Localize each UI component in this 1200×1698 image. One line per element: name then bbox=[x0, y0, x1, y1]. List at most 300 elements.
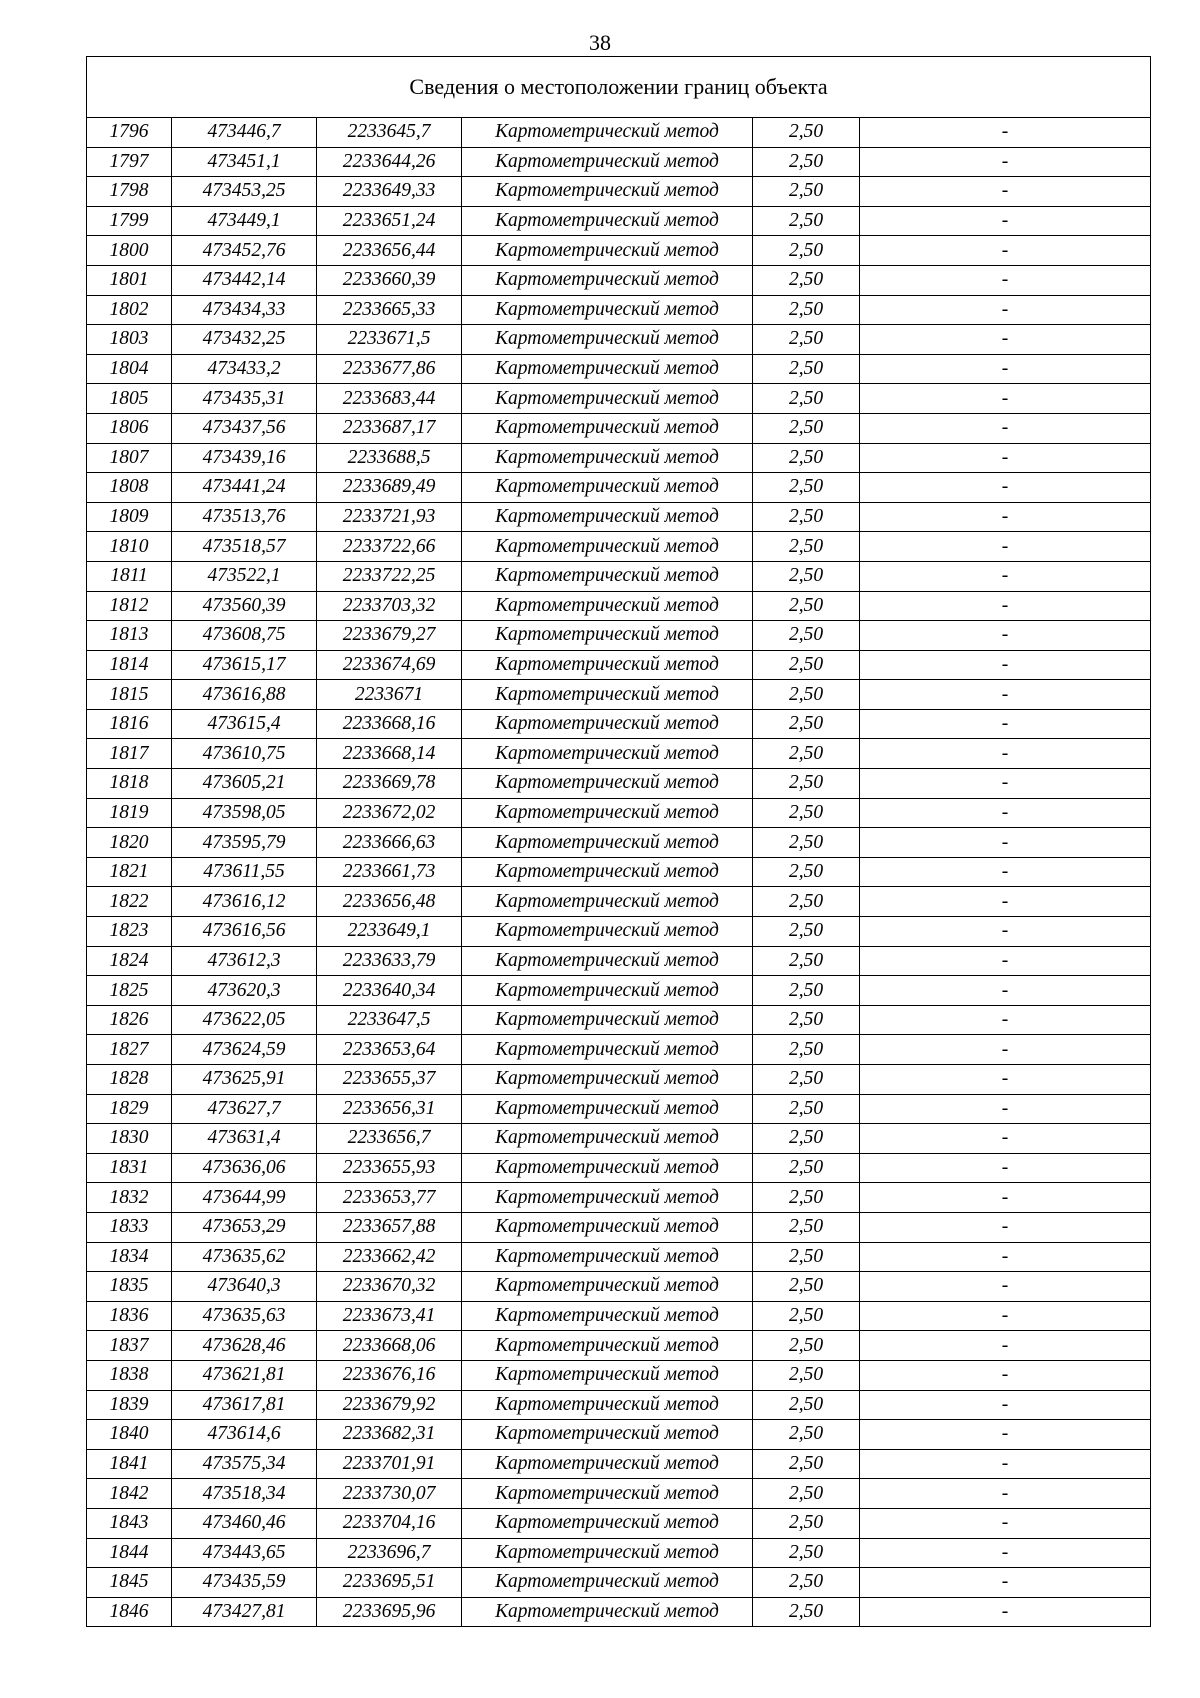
point-number-cell: 1812 bbox=[87, 591, 172, 621]
method-cell: Картометрический метод bbox=[462, 1390, 753, 1420]
x-coordinate-cell: 473518,34 bbox=[172, 1479, 317, 1509]
method-cell: Картометрический метод bbox=[462, 1035, 753, 1065]
point-number-cell: 1797 bbox=[87, 147, 172, 177]
y-coordinate-cell: 2233703,32 bbox=[317, 591, 462, 621]
method-cell: Картометрический метод bbox=[462, 1331, 753, 1361]
point-number-cell: 1815 bbox=[87, 680, 172, 710]
method-cell: Картометрический метод bbox=[462, 1183, 753, 1213]
y-coordinate-cell: 2233655,37 bbox=[317, 1065, 462, 1095]
y-coordinate-cell: 2233665,33 bbox=[317, 295, 462, 325]
point-number-cell: 1837 bbox=[87, 1331, 172, 1361]
point-number-cell: 1844 bbox=[87, 1538, 172, 1568]
description-cell: - bbox=[860, 739, 1151, 769]
table-row bbox=[87, 413, 1151, 443]
method-cell: Картометрический метод bbox=[462, 1301, 753, 1331]
accuracy-cell: 2,50 bbox=[753, 1538, 860, 1568]
table-row bbox=[87, 1420, 1151, 1450]
method-cell: Картометрический метод bbox=[462, 1360, 753, 1390]
x-coordinate-cell: 473608,75 bbox=[172, 621, 317, 651]
point-number-cell: 1822 bbox=[87, 887, 172, 917]
y-coordinate-cell: 2233677,86 bbox=[317, 354, 462, 384]
table-row bbox=[87, 354, 1151, 384]
y-coordinate-cell: 2233673,41 bbox=[317, 1301, 462, 1331]
description-cell: - bbox=[860, 147, 1151, 177]
point-number-cell: 1843 bbox=[87, 1508, 172, 1538]
x-coordinate-cell: 473435,31 bbox=[172, 384, 317, 414]
y-coordinate-cell: 2233657,88 bbox=[317, 1212, 462, 1242]
accuracy-cell: 2,50 bbox=[753, 1153, 860, 1183]
accuracy-cell: 2,50 bbox=[753, 887, 860, 917]
accuracy-cell: 2,50 bbox=[753, 532, 860, 562]
x-coordinate-cell: 473612,3 bbox=[172, 946, 317, 976]
table-row bbox=[87, 621, 1151, 651]
y-coordinate-cell: 2233687,17 bbox=[317, 413, 462, 443]
x-coordinate-cell: 473433,2 bbox=[172, 354, 317, 384]
accuracy-cell: 2,50 bbox=[753, 1331, 860, 1361]
accuracy-cell: 2,50 bbox=[753, 1183, 860, 1213]
method-cell: Картометрический метод bbox=[462, 976, 753, 1006]
y-coordinate-cell: 2233688,5 bbox=[317, 443, 462, 473]
point-number-cell: 1799 bbox=[87, 206, 172, 236]
y-coordinate-cell: 2233676,16 bbox=[317, 1360, 462, 1390]
description-cell: - bbox=[860, 354, 1151, 384]
x-coordinate-cell: 473621,81 bbox=[172, 1360, 317, 1390]
point-number-cell: 1796 bbox=[87, 118, 172, 148]
method-cell: Картометрический метод bbox=[462, 325, 753, 355]
y-coordinate-cell: 2233666,63 bbox=[317, 828, 462, 858]
description-cell: - bbox=[860, 1479, 1151, 1509]
method-cell: Картометрический метод bbox=[462, 1568, 753, 1598]
x-coordinate-cell: 473439,16 bbox=[172, 443, 317, 473]
x-coordinate-cell: 473442,14 bbox=[172, 265, 317, 295]
accuracy-cell: 2,50 bbox=[753, 1479, 860, 1509]
x-coordinate-cell: 473622,05 bbox=[172, 1005, 317, 1035]
table-row bbox=[87, 443, 1151, 473]
description-cell: - bbox=[860, 177, 1151, 207]
description-cell: - bbox=[860, 946, 1151, 976]
accuracy-cell: 2,50 bbox=[753, 118, 860, 148]
method-cell: Картометрический метод bbox=[462, 413, 753, 443]
y-coordinate-cell: 2233649,33 bbox=[317, 177, 462, 207]
x-coordinate-cell: 473631,4 bbox=[172, 1124, 317, 1154]
x-coordinate-cell: 473615,4 bbox=[172, 709, 317, 739]
table-row bbox=[87, 384, 1151, 414]
accuracy-cell: 2,50 bbox=[753, 1065, 860, 1095]
point-number-cell: 1821 bbox=[87, 857, 172, 887]
accuracy-cell: 2,50 bbox=[753, 946, 860, 976]
y-coordinate-cell: 2233672,02 bbox=[317, 798, 462, 828]
point-number-cell: 1826 bbox=[87, 1005, 172, 1035]
x-coordinate-cell: 473434,33 bbox=[172, 295, 317, 325]
x-coordinate-cell: 473513,76 bbox=[172, 502, 317, 532]
x-coordinate-cell: 473636,06 bbox=[172, 1153, 317, 1183]
method-cell: Картометрический метод bbox=[462, 295, 753, 325]
point-number-cell: 1842 bbox=[87, 1479, 172, 1509]
method-cell: Картометрический метод bbox=[462, 443, 753, 473]
method-cell: Картометрический метод bbox=[462, 1124, 753, 1154]
description-cell: - bbox=[860, 1065, 1151, 1095]
table-row bbox=[87, 857, 1151, 887]
point-number-cell: 1803 bbox=[87, 325, 172, 355]
y-coordinate-cell: 2233668,14 bbox=[317, 739, 462, 769]
accuracy-cell: 2,50 bbox=[753, 709, 860, 739]
method-cell: Картометрический метод bbox=[462, 177, 753, 207]
table-row bbox=[87, 1094, 1151, 1124]
description-cell: - bbox=[860, 976, 1151, 1006]
table-row bbox=[87, 1183, 1151, 1213]
x-coordinate-cell: 473616,12 bbox=[172, 887, 317, 917]
point-number-cell: 1810 bbox=[87, 532, 172, 562]
point-number-cell: 1833 bbox=[87, 1212, 172, 1242]
y-coordinate-cell: 2233722,66 bbox=[317, 532, 462, 562]
table-row bbox=[87, 1124, 1151, 1154]
method-cell: Картометрический метод bbox=[462, 857, 753, 887]
accuracy-cell: 2,50 bbox=[753, 413, 860, 443]
x-coordinate-cell: 473435,59 bbox=[172, 1568, 317, 1598]
x-coordinate-cell: 473522,1 bbox=[172, 561, 317, 591]
method-cell: Картометрический метод bbox=[462, 1420, 753, 1450]
table-row bbox=[87, 532, 1151, 562]
accuracy-cell: 2,50 bbox=[753, 473, 860, 503]
x-coordinate-cell: 473446,7 bbox=[172, 118, 317, 148]
description-cell: - bbox=[860, 1508, 1151, 1538]
boundary-table-container bbox=[86, 56, 1150, 1627]
table-row bbox=[87, 561, 1151, 591]
description-cell: - bbox=[860, 1449, 1151, 1479]
table-row bbox=[87, 1449, 1151, 1479]
x-coordinate-cell: 473615,17 bbox=[172, 650, 317, 680]
y-coordinate-cell: 2233696,7 bbox=[317, 1538, 462, 1568]
accuracy-cell: 2,50 bbox=[753, 917, 860, 947]
y-coordinate-cell: 2233633,79 bbox=[317, 946, 462, 976]
x-coordinate-cell: 473452,76 bbox=[172, 236, 317, 266]
table-row bbox=[87, 295, 1151, 325]
point-number-cell: 1819 bbox=[87, 798, 172, 828]
point-number-cell: 1808 bbox=[87, 473, 172, 503]
table-row bbox=[87, 1508, 1151, 1538]
description-cell: - bbox=[860, 1183, 1151, 1213]
x-coordinate-cell: 473575,34 bbox=[172, 1449, 317, 1479]
boundary-coordinates-table bbox=[86, 56, 1151, 1627]
accuracy-cell: 2,50 bbox=[753, 739, 860, 769]
description-cell: - bbox=[860, 1005, 1151, 1035]
accuracy-cell: 2,50 bbox=[753, 828, 860, 858]
accuracy-cell: 2,50 bbox=[753, 1360, 860, 1390]
method-cell: Картометрический метод bbox=[462, 473, 753, 503]
y-coordinate-cell: 2233683,44 bbox=[317, 384, 462, 414]
table-row bbox=[87, 1331, 1151, 1361]
description-cell: - bbox=[860, 650, 1151, 680]
table-row bbox=[87, 1301, 1151, 1331]
method-cell: Картометрический метод bbox=[462, 384, 753, 414]
accuracy-cell: 2,50 bbox=[753, 1568, 860, 1598]
accuracy-cell: 2,50 bbox=[753, 443, 860, 473]
method-cell: Картометрический метод bbox=[462, 680, 753, 710]
y-coordinate-cell: 2233671,5 bbox=[317, 325, 462, 355]
table-row bbox=[87, 917, 1151, 947]
point-number-cell: 1807 bbox=[87, 443, 172, 473]
description-cell: - bbox=[860, 828, 1151, 858]
description-cell: - bbox=[860, 1568, 1151, 1598]
table-row bbox=[87, 1538, 1151, 1568]
description-cell: - bbox=[860, 857, 1151, 887]
y-coordinate-cell: 2233656,48 bbox=[317, 887, 462, 917]
x-coordinate-cell: 473441,24 bbox=[172, 473, 317, 503]
table-row bbox=[87, 650, 1151, 680]
point-number-cell: 1845 bbox=[87, 1568, 172, 1598]
table-row bbox=[87, 1005, 1151, 1035]
method-cell: Картометрический метод bbox=[462, 1508, 753, 1538]
y-coordinate-cell: 2233640,34 bbox=[317, 976, 462, 1006]
point-number-cell: 1841 bbox=[87, 1449, 172, 1479]
accuracy-cell: 2,50 bbox=[753, 206, 860, 236]
point-number-cell: 1828 bbox=[87, 1065, 172, 1095]
accuracy-cell: 2,50 bbox=[753, 1272, 860, 1302]
y-coordinate-cell: 2233679,27 bbox=[317, 621, 462, 651]
x-coordinate-cell: 473427,81 bbox=[172, 1597, 317, 1627]
table-row bbox=[87, 1479, 1151, 1509]
y-coordinate-cell: 2233695,96 bbox=[317, 1597, 462, 1627]
accuracy-cell: 2,50 bbox=[753, 1449, 860, 1479]
description-cell: - bbox=[860, 1538, 1151, 1568]
point-number-cell: 1804 bbox=[87, 354, 172, 384]
method-cell: Картометрический метод bbox=[462, 946, 753, 976]
x-coordinate-cell: 473610,75 bbox=[172, 739, 317, 769]
description-cell: - bbox=[860, 1153, 1151, 1183]
y-coordinate-cell: 2233656,31 bbox=[317, 1094, 462, 1124]
description-cell: - bbox=[860, 325, 1151, 355]
x-coordinate-cell: 473616,56 bbox=[172, 917, 317, 947]
table-row bbox=[87, 946, 1151, 976]
accuracy-cell: 2,50 bbox=[753, 265, 860, 295]
accuracy-cell: 2,50 bbox=[753, 621, 860, 651]
method-cell: Картометрический метод bbox=[462, 236, 753, 266]
table-row bbox=[87, 147, 1151, 177]
x-coordinate-cell: 473518,57 bbox=[172, 532, 317, 562]
method-cell: Картометрический метод bbox=[462, 709, 753, 739]
accuracy-cell: 2,50 bbox=[753, 236, 860, 266]
method-cell: Картометрический метод bbox=[462, 1538, 753, 1568]
accuracy-cell: 2,50 bbox=[753, 1242, 860, 1272]
y-coordinate-cell: 2233644,26 bbox=[317, 147, 462, 177]
accuracy-cell: 2,50 bbox=[753, 561, 860, 591]
y-coordinate-cell: 2233695,51 bbox=[317, 1568, 462, 1598]
x-coordinate-cell: 473432,25 bbox=[172, 325, 317, 355]
accuracy-cell: 2,50 bbox=[753, 650, 860, 680]
point-number-cell: 1816 bbox=[87, 709, 172, 739]
accuracy-cell: 2,50 bbox=[753, 976, 860, 1006]
x-coordinate-cell: 473449,1 bbox=[172, 206, 317, 236]
point-number-cell: 1801 bbox=[87, 265, 172, 295]
table-row bbox=[87, 1065, 1151, 1095]
table-row bbox=[87, 1597, 1151, 1627]
method-cell: Картометрический метод bbox=[462, 1153, 753, 1183]
y-coordinate-cell: 2233721,93 bbox=[317, 502, 462, 532]
x-coordinate-cell: 473644,99 bbox=[172, 1183, 317, 1213]
point-number-cell: 1820 bbox=[87, 828, 172, 858]
description-cell: - bbox=[860, 621, 1151, 651]
point-number-cell: 1834 bbox=[87, 1242, 172, 1272]
y-coordinate-cell: 2233656,44 bbox=[317, 236, 462, 266]
description-cell: - bbox=[860, 1360, 1151, 1390]
point-number-cell: 1798 bbox=[87, 177, 172, 207]
point-number-cell: 1839 bbox=[87, 1390, 172, 1420]
table-row bbox=[87, 265, 1151, 295]
accuracy-cell: 2,50 bbox=[753, 1124, 860, 1154]
y-coordinate-cell: 2233689,49 bbox=[317, 473, 462, 503]
method-cell: Картометрический метод bbox=[462, 532, 753, 562]
accuracy-cell: 2,50 bbox=[753, 591, 860, 621]
x-coordinate-cell: 473614,6 bbox=[172, 1420, 317, 1450]
table-row bbox=[87, 680, 1151, 710]
x-coordinate-cell: 473635,62 bbox=[172, 1242, 317, 1272]
accuracy-cell: 2,50 bbox=[753, 1005, 860, 1035]
point-number-cell: 1813 bbox=[87, 621, 172, 651]
table-caption-row bbox=[87, 57, 1151, 118]
table-row bbox=[87, 798, 1151, 828]
accuracy-cell: 2,50 bbox=[753, 1212, 860, 1242]
method-cell: Картометрический метод bbox=[462, 1065, 753, 1095]
section-title: Сведения о местоположении границ объекта bbox=[87, 57, 1151, 118]
point-number-cell: 1800 bbox=[87, 236, 172, 266]
x-coordinate-cell: 473620,3 bbox=[172, 976, 317, 1006]
point-number-cell: 1829 bbox=[87, 1094, 172, 1124]
method-cell: Картометрический метод bbox=[462, 1212, 753, 1242]
accuracy-cell: 2,50 bbox=[753, 354, 860, 384]
accuracy-cell: 2,50 bbox=[753, 1301, 860, 1331]
description-cell: - bbox=[860, 206, 1151, 236]
method-cell: Картометрический метод bbox=[462, 798, 753, 828]
method-cell: Картометрический метод bbox=[462, 502, 753, 532]
method-cell: Картометрический метод bbox=[462, 828, 753, 858]
accuracy-cell: 2,50 bbox=[753, 1035, 860, 1065]
x-coordinate-cell: 473617,81 bbox=[172, 1390, 317, 1420]
x-coordinate-cell: 473437,56 bbox=[172, 413, 317, 443]
y-coordinate-cell: 2233668,16 bbox=[317, 709, 462, 739]
accuracy-cell: 2,50 bbox=[753, 1420, 860, 1450]
description-cell: - bbox=[860, 1420, 1151, 1450]
y-coordinate-cell: 2233674,69 bbox=[317, 650, 462, 680]
x-coordinate-cell: 473628,46 bbox=[172, 1331, 317, 1361]
description-cell: - bbox=[860, 443, 1151, 473]
description-cell: - bbox=[860, 561, 1151, 591]
y-coordinate-cell: 2233647,5 bbox=[317, 1005, 462, 1035]
x-coordinate-cell: 473627,7 bbox=[172, 1094, 317, 1124]
y-coordinate-cell: 2233653,77 bbox=[317, 1183, 462, 1213]
table-row bbox=[87, 1153, 1151, 1183]
y-coordinate-cell: 2233645,7 bbox=[317, 118, 462, 148]
y-coordinate-cell: 2233669,78 bbox=[317, 769, 462, 799]
point-number-cell: 1802 bbox=[87, 295, 172, 325]
point-number-cell: 1830 bbox=[87, 1124, 172, 1154]
point-number-cell: 1817 bbox=[87, 739, 172, 769]
y-coordinate-cell: 2233655,93 bbox=[317, 1153, 462, 1183]
point-number-cell: 1809 bbox=[87, 502, 172, 532]
y-coordinate-cell: 2233704,16 bbox=[317, 1508, 462, 1538]
method-cell: Картометрический метод bbox=[462, 769, 753, 799]
table-row bbox=[87, 1360, 1151, 1390]
x-coordinate-cell: 473605,21 bbox=[172, 769, 317, 799]
description-cell: - bbox=[860, 118, 1151, 148]
description-cell: - bbox=[860, 384, 1151, 414]
method-cell: Картометрический метод bbox=[462, 1597, 753, 1627]
table-row bbox=[87, 739, 1151, 769]
method-cell: Картометрический метод bbox=[462, 147, 753, 177]
description-cell: - bbox=[860, 887, 1151, 917]
accuracy-cell: 2,50 bbox=[753, 857, 860, 887]
y-coordinate-cell: 2233661,73 bbox=[317, 857, 462, 887]
method-cell: Картометрический метод bbox=[462, 354, 753, 384]
description-cell: - bbox=[860, 917, 1151, 947]
x-coordinate-cell: 473611,55 bbox=[172, 857, 317, 887]
y-coordinate-cell: 2233653,64 bbox=[317, 1035, 462, 1065]
y-coordinate-cell: 2233671 bbox=[317, 680, 462, 710]
point-number-cell: 1831 bbox=[87, 1153, 172, 1183]
x-coordinate-cell: 473640,3 bbox=[172, 1272, 317, 1302]
method-cell: Картометрический метод bbox=[462, 1272, 753, 1302]
x-coordinate-cell: 473625,91 bbox=[172, 1065, 317, 1095]
accuracy-cell: 2,50 bbox=[753, 1597, 860, 1627]
table-row bbox=[87, 709, 1151, 739]
description-cell: - bbox=[860, 1242, 1151, 1272]
accuracy-cell: 2,50 bbox=[753, 1390, 860, 1420]
table-row bbox=[87, 1272, 1151, 1302]
point-number-cell: 1840 bbox=[87, 1420, 172, 1450]
description-cell: - bbox=[860, 1301, 1151, 1331]
description-cell: - bbox=[860, 502, 1151, 532]
description-cell: - bbox=[860, 1124, 1151, 1154]
x-coordinate-cell: 473624,59 bbox=[172, 1035, 317, 1065]
description-cell: - bbox=[860, 798, 1151, 828]
point-number-cell: 1838 bbox=[87, 1360, 172, 1390]
point-number-cell: 1824 bbox=[87, 946, 172, 976]
method-cell: Картометрический метод bbox=[462, 739, 753, 769]
method-cell: Картометрический метод bbox=[462, 621, 753, 651]
y-coordinate-cell: 2233679,92 bbox=[317, 1390, 462, 1420]
x-coordinate-cell: 473653,29 bbox=[172, 1212, 317, 1242]
method-cell: Картометрический метод bbox=[462, 591, 753, 621]
point-number-cell: 1836 bbox=[87, 1301, 172, 1331]
table-row bbox=[87, 206, 1151, 236]
table-row bbox=[87, 1035, 1151, 1065]
accuracy-cell: 2,50 bbox=[753, 769, 860, 799]
point-number-cell: 1805 bbox=[87, 384, 172, 414]
y-coordinate-cell: 2233668,06 bbox=[317, 1331, 462, 1361]
table-row bbox=[87, 118, 1151, 148]
accuracy-cell: 2,50 bbox=[753, 325, 860, 355]
accuracy-cell: 2,50 bbox=[753, 295, 860, 325]
point-number-cell: 1814 bbox=[87, 650, 172, 680]
description-cell: - bbox=[860, 680, 1151, 710]
y-coordinate-cell: 2233670,32 bbox=[317, 1272, 462, 1302]
table-row bbox=[87, 502, 1151, 532]
point-number-cell: 1818 bbox=[87, 769, 172, 799]
point-number-cell: 1832 bbox=[87, 1183, 172, 1213]
description-cell: - bbox=[860, 413, 1151, 443]
description-cell: - bbox=[860, 1035, 1151, 1065]
table-row bbox=[87, 1242, 1151, 1272]
table-row bbox=[87, 769, 1151, 799]
table-body bbox=[87, 57, 1151, 1627]
description-cell: - bbox=[860, 236, 1151, 266]
point-number-cell: 1827 bbox=[87, 1035, 172, 1065]
y-coordinate-cell: 2233649,1 bbox=[317, 917, 462, 947]
y-coordinate-cell: 2233660,39 bbox=[317, 265, 462, 295]
table-row bbox=[87, 473, 1151, 503]
x-coordinate-cell: 473443,65 bbox=[172, 1538, 317, 1568]
table-row bbox=[87, 1212, 1151, 1242]
x-coordinate-cell: 473451,1 bbox=[172, 147, 317, 177]
